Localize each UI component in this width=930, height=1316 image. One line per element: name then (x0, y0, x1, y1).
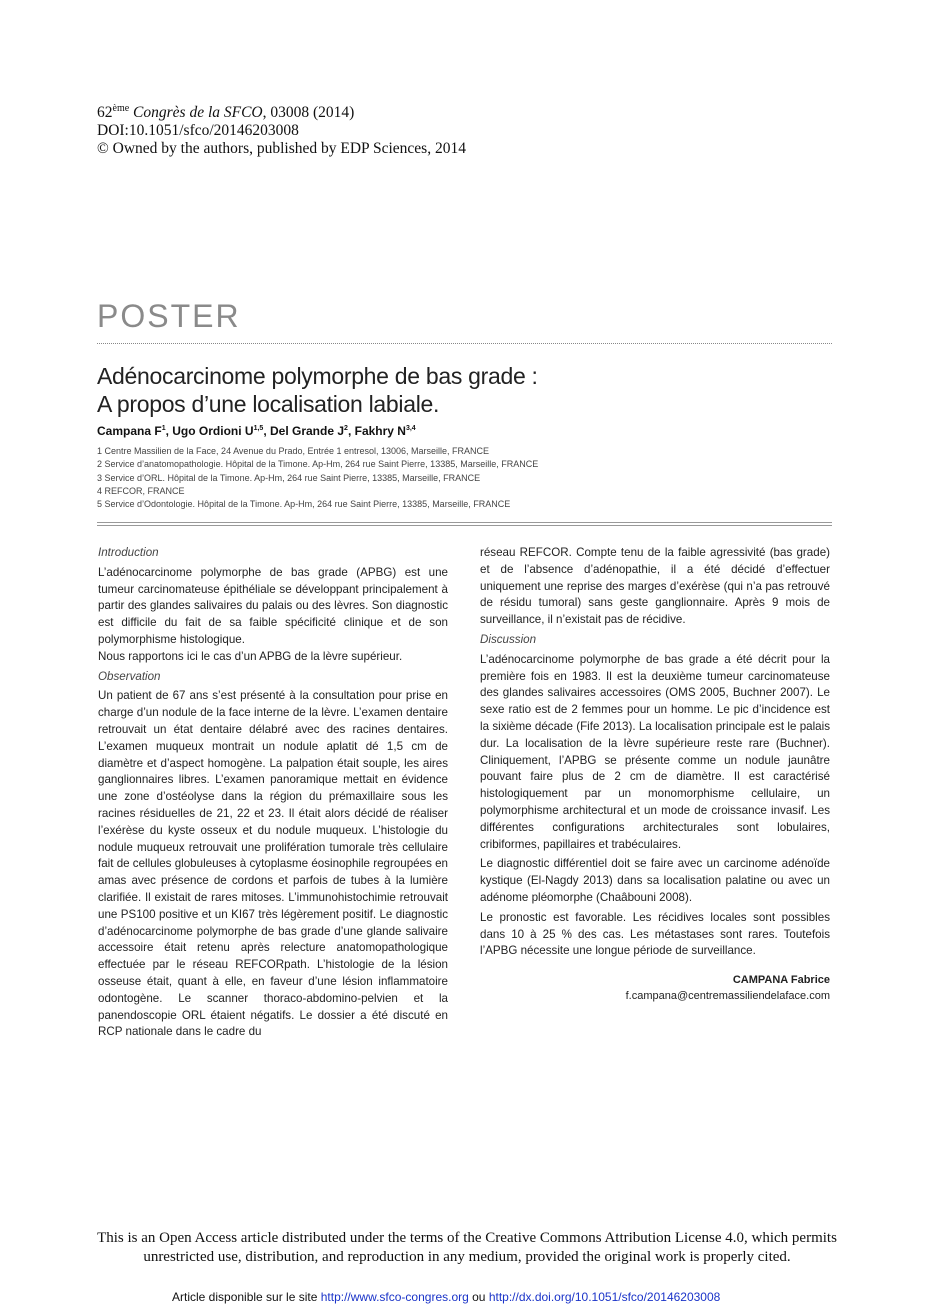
discussion-paragraph: L’adénocarcinome polymorphe de bas grade a été décrit pour la première fois en 1983. Il est la deuxième tumeur carcinomateuse des glandes salivaires accessoires (OMS 2005, Buchner 2007). Le sexe ratio est de 2 femmes pour un homme. Le pic d’incidence est la sixième décade (Fife 2013). La localisation principale est le palais dur. La localisation de la lèvre supérieure reste rare (Buchner). Cliniquement, l’APBG se présente comme un nodule jaunâtre pouvant faire plus de 2 cm de diamètre. Il est caractérisé histologiquement par un monomorphisme cellulaire, un polymorphisme architectural et un mode de croissance invasif. Les différentes configurations architecturales sont lobulaires, cribiformes, papillaires et trabéculaires. (480, 652, 830, 851)
affiliations (97, 445, 538, 511)
left-column (98, 545, 448, 1041)
author-name: Campana F (97, 424, 162, 438)
page-header (97, 100, 466, 158)
section-divider (97, 522, 832, 526)
affiliation-item: 2 Service d’anatomopathologie. Hôpital de la Timone. Ap-Hm, 264 rue Saint Pierre, 13385, Marseille, FRANCE (97, 459, 539, 470)
affiliation-item: 1 Centre Massilien de la Face, 24 Avenue du Prado, Entrée 1 entresol, 13006, Marseille, FRANCE (97, 446, 490, 456)
congress-number: 62 (97, 104, 113, 122)
observation-continuation: réseau REFCOR. Compte tenu de la faible agressivité (bas grade) et de l’absence d’adénopathie, il a été décidé d’effectuer uniquement une reprise des marges d’exérèse (qui n’a pas retrouvé de résidu tumoral) sans geste ganglionnaire. Après 9 mois de surveillance, il n’existait pas de récidive. (480, 546, 830, 627)
author-affil: 1,5 (253, 425, 264, 432)
right-column (480, 545, 830, 960)
signature-name: CAMPANA Fabrice (732, 974, 830, 986)
author-name: Fakhry N (354, 424, 406, 438)
introduction-paragraph: L’adénocarcinome polymorphe de bas grade (APBG) est une tumeur carcinomateuse épithéliale se développant principalement à partir des glandes salivaires du palais ou des lèvres. Son diagnostic est difficile du fait de sa faible spécificité clinique et de son polymorphisme histologique. (98, 565, 448, 646)
poster-label: POSTER (97, 298, 241, 334)
congress-line (97, 100, 466, 122)
author-affil: 1 (161, 425, 166, 432)
license-notice: This is an Open Access article distributed under the terms of the Creative Commons Attribution License 4.0, which permits unrestricted use, distribution, and reproduction in any medium, provided the original work is properly cited. (97, 1230, 837, 1265)
congress-ref: , 03008 (2014) (262, 104, 355, 122)
introduction-heading: Introduction (98, 546, 159, 559)
author-list: Campana $F^1$, Ugo Ordioni U$^{1,5}$, Del Grande $J^2$, Fakhry N$^{3,4}$ (97, 424, 416, 438)
dotted-divider (97, 343, 832, 344)
affiliation-item: 4 REFCOR, FRANCE (97, 485, 185, 496)
observation-heading: Observation (98, 669, 161, 683)
author-affil: 3,4 (405, 425, 416, 432)
author-affil: 2 (344, 425, 348, 432)
observation-paragraph: Un patient de 67 ans s’est présenté à la consultation pour prise en charge d’un nodule de la face interne de la lèvre. L’examen dentaire retrouvait un état dentaire délabré avec des racines dentaires. L’examen muqueux montrait un nodule aplatit dé 1,5 cm de diamètre et d’aspect homogène. La palpation était souple, les aires ganglionnaires libres. L’examen panoramique mettait en évidence une zone d’ostéolyse dans la région du prémaxillaire sous les racines résiduelles de 21, 22 et 23. Il était alors décidé de réaliser l’exérèse du kyste osseux et du nodule muqueux. L’histologie du nodule muqueux retrouvait une prolifération tumorale très cellulaire fait de cellules globuleuses à cytoplasme éosinophile regroupées en amas avec présence de cordons et parfois de tubes à la lumière clarifiée. Il existait de rares mitoses. L’immunohistochimie retrouvait une PS100 positive et un KI67 très légèrement positif. Le diagnostic d’adénocarcinome polymorphe de bas grade d’une glande salivaire accessoire était retenu après relecture anatomopathologique effectuée par le réseau REFCORpath. L’histologie de la lésion osseuse était, quant à elle, en faveur d’une lésion inflammatoire odontogène. Le scanner thoraco-abdomino-pelvien et la panendoscopie ORL étaient négatifs. Le dossier a été discuté en RCP nationale dans le cadre du (98, 689, 448, 1039)
title-line-1: Adénocarcinome polymorphe de bas grade : (97, 363, 538, 389)
signature-email: f.campana@centremassiliendelaface.com (625, 990, 830, 1002)
introduction-paragraph: Nous rapportons ici le cas d’un APBG de la lèvre supérieur. (98, 649, 403, 663)
discussion-paragraph: Le pronostic est favorable. Les récidives locales sont possibles dans 10 à 25 % des cas. Les métastases sont rares. Toutefois l’APBG nécessite une longue période de surveillance. (480, 910, 830, 958)
doi-line: DOI:10.1051/sfco/20146203008 (97, 122, 299, 140)
author-signature (480, 972, 830, 1004)
discussion-paragraph: Le diagnostic différentiel doit se faire avec un carcinome adénoïde kystique (El-Nagdy 2013) dans sa localisation palatine ou avec un adénome pléomorphe (Chaâbouni 2008). (480, 857, 830, 904)
doi-link[interactable]: http://dx.doi.org/10.1051/sfco/20146203008 (488, 1290, 721, 1304)
copyright-line: © Owned by the authors, published by EDP Sciences, 2014 (97, 140, 466, 158)
paper-title (97, 362, 538, 418)
footer-middle: ou (468, 1290, 489, 1304)
page-footer (172, 1290, 720, 1304)
congress-name: Congrès de la SFCO (129, 104, 263, 122)
title-line-2: A propos d’une localisation labiale. (97, 391, 440, 417)
author-name: Ugo Ordioni U (172, 424, 254, 438)
affiliation-item: 5 Service d’Odontologie. Hôpital de la Timone. Ap-Hm, 264 rue Saint Pierre, 13385, Marseille, FRANCE (97, 499, 511, 510)
affiliation-item: 3 Service d’ORL. Hôpital de la Timone. Ap-Hm, 264 rue Saint Pierre, 13385, Marseille, FRANCE (97, 472, 481, 483)
footer-prefix: Article disponible sur le site (172, 1290, 321, 1304)
discussion-heading: Discussion (480, 632, 537, 646)
congress-sup: ème (112, 103, 130, 114)
author-name: Del Grande J (270, 424, 345, 438)
sfco-link[interactable]: http://www.sfco-congres.org (320, 1290, 469, 1304)
